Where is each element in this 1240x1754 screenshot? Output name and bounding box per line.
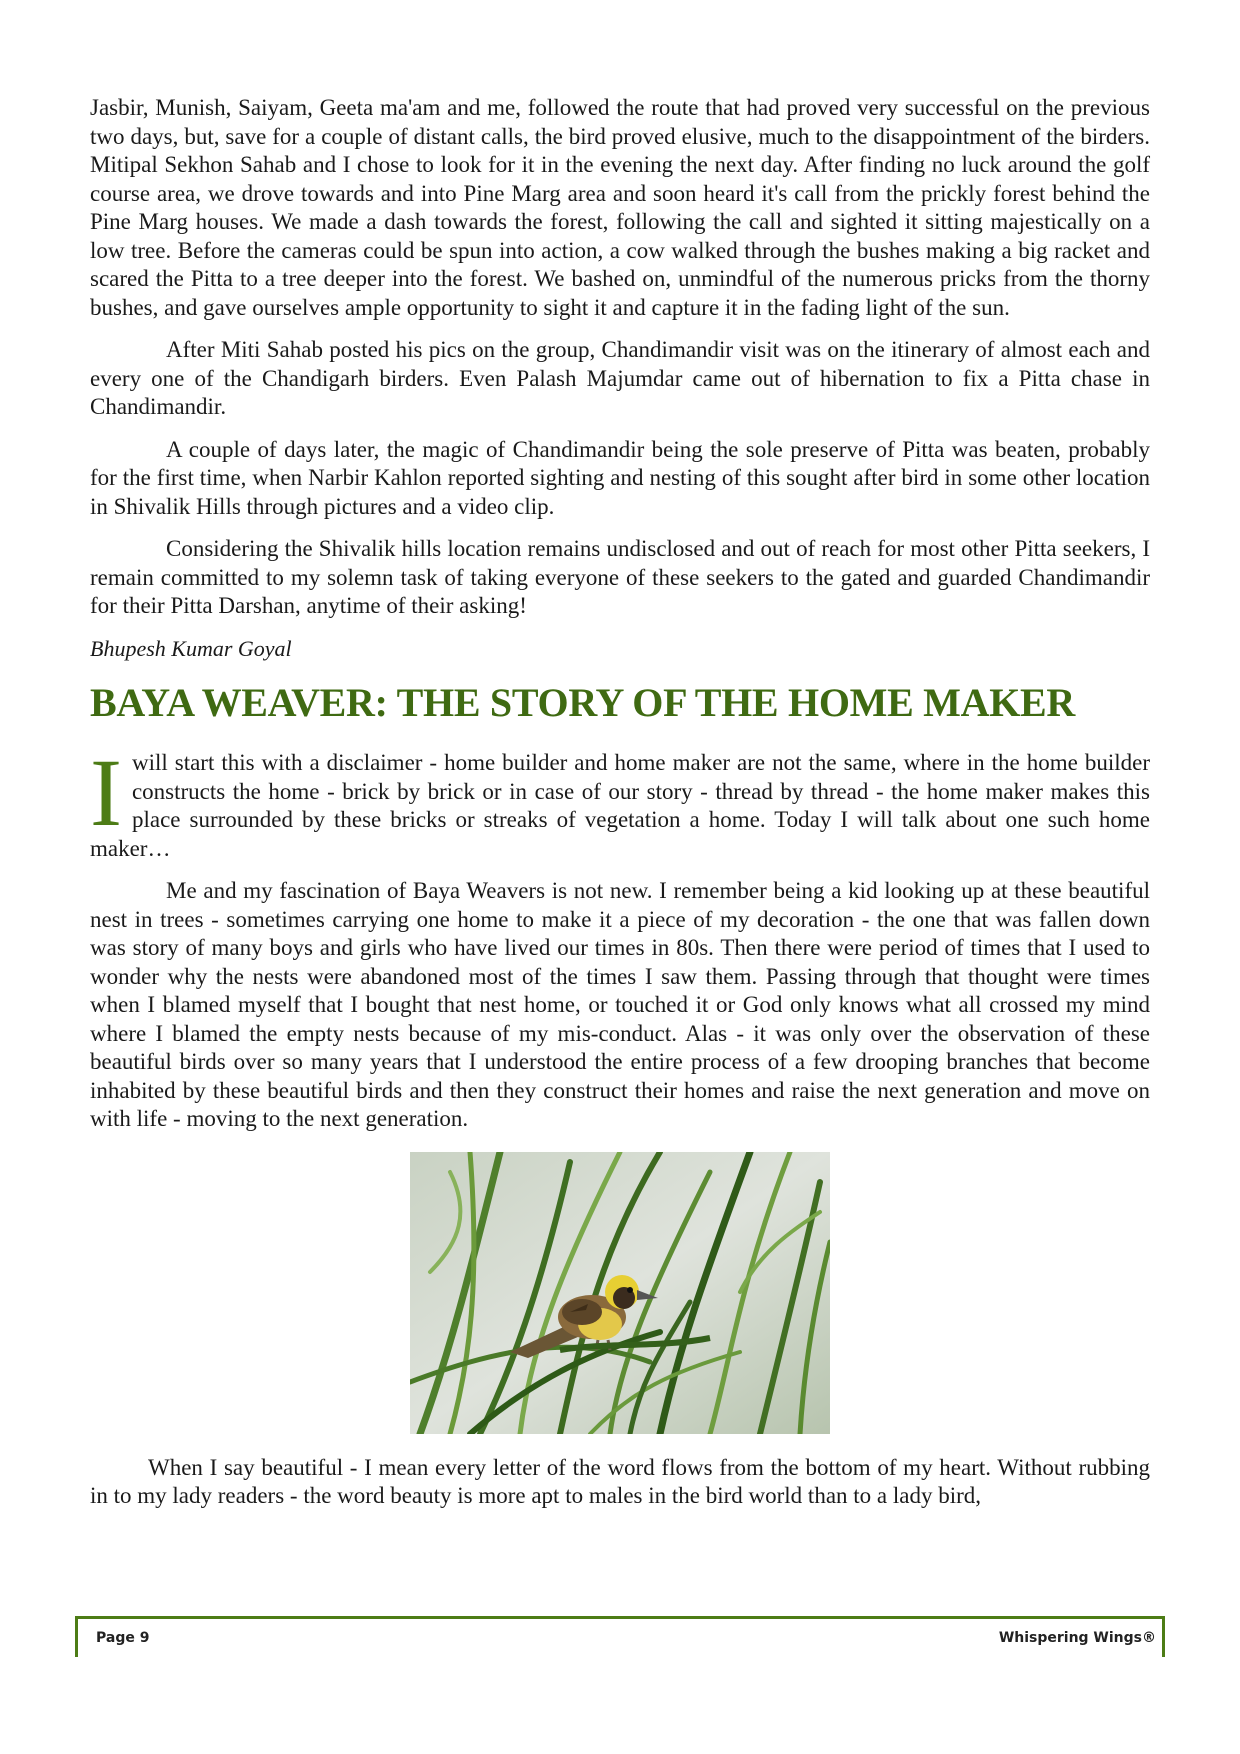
footer-rule-right xyxy=(1162,1616,1165,1657)
drop-cap: I xyxy=(90,739,122,846)
article-title: BAYA WEAVER: THE STORY OF THE HOME MAKER xyxy=(90,680,1075,725)
paragraph: Jasbir, Munish, Saiyam, Geeta ma'am and me, followed the route that had proved very successful on the previous two days, but, save for a couple of distant calls, the bird proved elusive, much to the disappointment of the birders. Mitipal Sekhon Sahab and I chose to look for it in the evening the next day. After finding no luck around the golf course area, we drove towards and into Pine Marg area and soon heard it's call from the prickly forest behind the Pine Marg houses. We made a dash towards the forest, following the call and sighted it sitting majestically on a low tree. Before the cameras could be spun into action, a cow walked through the bushes making a big racket and scared the Pitta to a tree deeper into the forest. We bashed on, unmindful of the numerous pricks from the thorny bushes, and gave ourselves ample opportunity to sight it and capture it in the fading light of the sun. xyxy=(90,95,1150,320)
publication-name: Whispering Wings® xyxy=(998,1630,1156,1646)
paragraph: When I say beautiful - I mean every letter of the word flows from the bottom of my heart. Without rubbing in to my lady readers - the word beauty is more apt to males in the bird world than to a lady bird, xyxy=(90,1454,1150,1508)
footer-rule-left xyxy=(75,1616,78,1657)
author-byline: Bhupesh Kumar Goyal xyxy=(90,635,292,661)
paragraph: After Miti Sahab posted his pics on the group, Chandimandir visit was on the itinerary of almost each and every one of the Chandigarh birders. Even Palash Majumdar came out of hibernation to fix a Pitta chase in Chandimandir. xyxy=(90,337,1150,419)
paragraph xyxy=(90,739,1150,863)
paragraph: A couple of days later, the magic of Chandimandir being the sole preserve of Pitta was beaten, probably for the first time, when Narbir Kahlon reported sighting and nesting of this sought after bird in some other location in Shivalik Hills through pictures and a video clip. xyxy=(90,436,1150,519)
paragraph: Considering the Shivalik hills location remains undisclosed and out of reach for most other Pitta seekers, I remain committed to my solemn task of taking everyone of these seekers to the gated and guarded Chandimandir for their Pitta Darshan, anytime of their asking! xyxy=(90,536,1150,618)
footer-rule xyxy=(75,1616,1165,1619)
paragraph-text: will start this with a disclaimer - home builder and home maker are not the same, where in the home builder constructs the home - brick by brick or in case of our story - thread by thread - the home maker makes this place surrounded by these bricks or streaks of vegetation a home. Today I will talk about one such home maker… xyxy=(90,750,1150,861)
paragraph: Me and my fascination of Baya Weavers is not new. I remember being a kid looking up at these beautiful nest in trees - sometimes carrying one home to make it a piece of my decoration - the one that was fallen down was story of many boys and girls who have lived our times in 80s. Then there were period of times that I used to wonder why the nests were abandoned most of the times I saw them. Passing through that thought were times when I blamed myself that I bought that nest home, or touched it or God only knows what all crossed my mind where I blamed the empty nests because of my mis-conduct. Alas - it was only over the observation of these beautiful birds over so many years that I understood the entire process of a few drooping branches that become inhabited by these beautiful birds and then they construct their homes and raise the next generation and move on with life - moving to the next generation. xyxy=(90,878,1150,1131)
baya-weaver-photo xyxy=(410,1152,830,1434)
page-content xyxy=(90,94,1150,1511)
page-number: Page 9 xyxy=(96,1630,150,1646)
